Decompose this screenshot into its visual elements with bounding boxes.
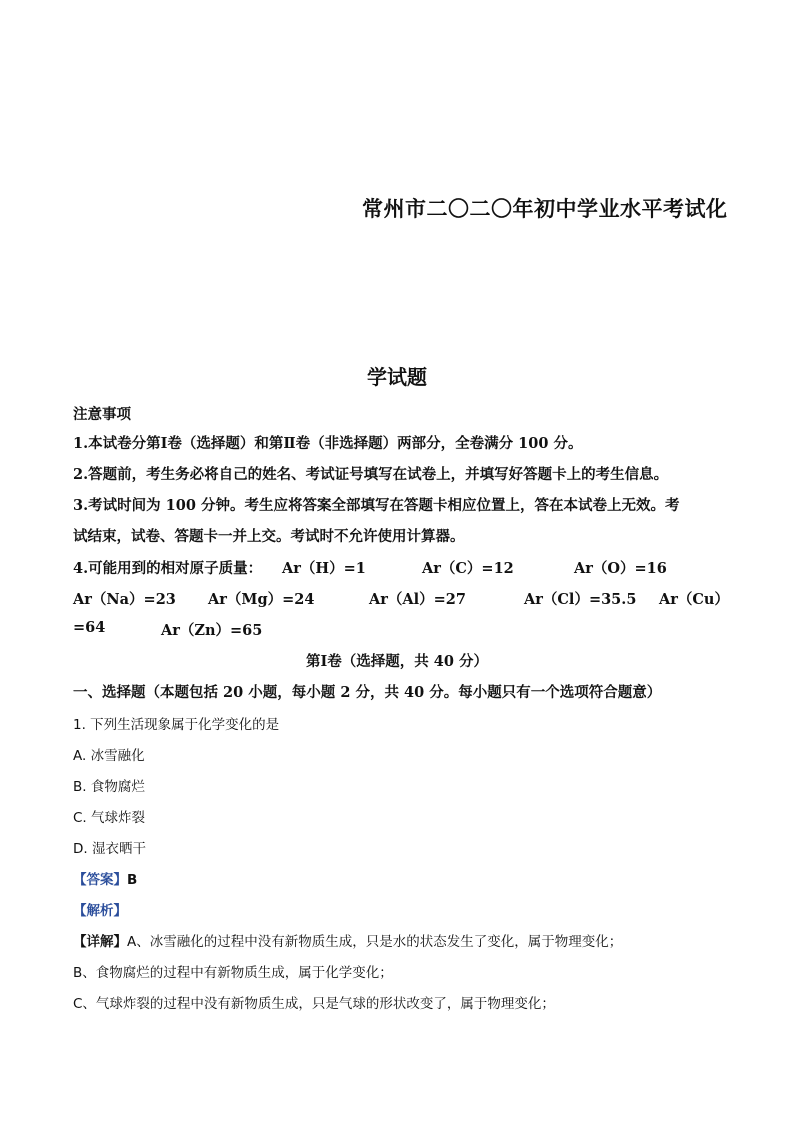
part-title: 第Ⅰ卷（选择题，共 40 分） (305, 653, 489, 670)
mass-h: Ar（H）=1 (282, 560, 366, 577)
mass-na: Ar（Na）=23 (73, 591, 176, 608)
mass-zn: Ar（Zn）=65 (161, 622, 263, 639)
option-b: B. 食物腐烂 (73, 779, 145, 795)
notice-item-3: 3.考试时间为 100 分钟。考生应将答案全部填写在答题卡相应位置上，答在本试卷上无效。考 (73, 497, 680, 514)
detail-line-1 (73, 930, 622, 950)
exam-title-line2: 学试题 (367, 365, 427, 389)
question-stem: 1. 下列生活现象属于化学变化的是 (73, 717, 280, 733)
answer-tag: 【答案】 (73, 872, 127, 888)
option-d: D. 湿衣晒干 (73, 841, 146, 857)
exam-title-line1: 常州市二〇二〇年初中学业水平考试化 (362, 196, 728, 221)
mass-c: Ar（C）=12 (422, 560, 514, 577)
notice-item-3-cont: 试结束，试卷、答题卡一并上交。考试时不允许使用计算器。 (73, 528, 465, 545)
option-c: C. 气球炸裂 (73, 810, 146, 826)
answer-line (73, 868, 137, 888)
mass-cl: Ar（Cl）=35.5 (524, 591, 637, 608)
mass-cu-value: =64 (73, 619, 106, 636)
notice-item-2: 2.答题前，考生务必将自己的姓名、考试证号填写在试卷上，并填写好答题卡上的考生信息。 (73, 466, 669, 483)
detail-text-a: A、冰雪融化的过程中没有新物质生成，只是水的状态发生了变化，属于物理变化； (127, 934, 623, 950)
detail-text-c: C、气球炸裂的过程中没有新物质生成，只是气球的形状改变了，属于物理变化； (73, 996, 555, 1012)
mass-al: Ar（Al）=27 (369, 591, 466, 608)
notice-item-4: 4.可能用到的相对原子质量： (73, 560, 263, 577)
detail-tag: 【详解】 (73, 934, 127, 950)
mass-o: Ar（O）=16 (574, 560, 667, 577)
mass-mg: Ar（Mg）=24 (208, 591, 315, 608)
analysis-line (73, 899, 127, 919)
mass-cu: Ar（Cu） (659, 591, 729, 608)
option-a: A. 冰雪融化 (73, 748, 145, 764)
detail-text-b: B、食物腐烂的过程中有新物质生成，属于化学变化； (73, 965, 393, 981)
group-title: 一、选择题（本题包括 20 小题，每小题 2 分，共 40 分。每小题只有一个选项符合题意） (73, 684, 662, 701)
notice-heading: 注意事项 (73, 406, 131, 423)
notice-item-1: 1.本试卷分第Ⅰ卷（选择题）和第Ⅱ卷（非选择题）两部分，全卷满分 100 分。 (73, 435, 583, 452)
analysis-tag: 【解析】 (73, 903, 127, 919)
answer-value: B (127, 872, 138, 888)
